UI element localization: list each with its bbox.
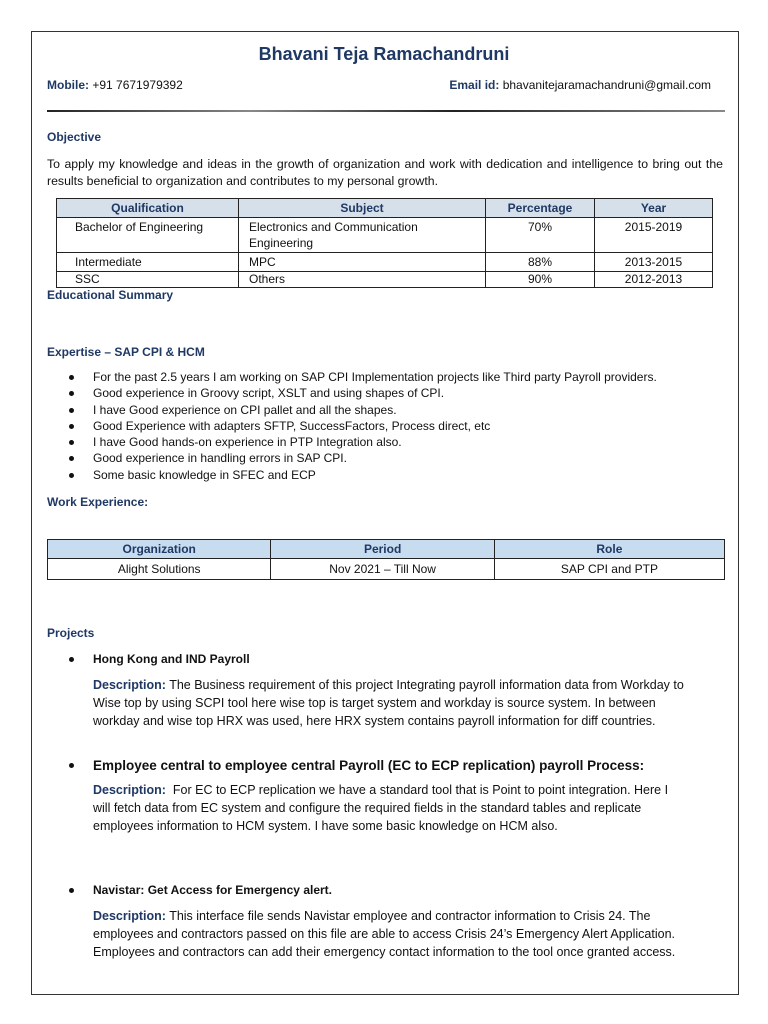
table-row	[57, 272, 713, 288]
project-description	[47, 907, 687, 961]
mobile-value: +91 7671979392	[92, 78, 183, 92]
cell: 90%	[486, 272, 595, 288]
education-table	[56, 198, 713, 288]
cell: Electronics and Communication Engineering	[239, 218, 486, 253]
objective-heading: Objective	[47, 130, 102, 144]
cell: SSC	[57, 272, 239, 288]
table-header	[57, 199, 713, 218]
project-description	[47, 781, 687, 835]
cell: Others	[239, 272, 486, 288]
col-header: Percentage	[486, 199, 595, 218]
col-header: Period	[271, 540, 494, 559]
list-item: Good experience in handling errors in SAP CPI.	[47, 450, 727, 466]
table-row	[57, 218, 713, 253]
col-header: Subject	[239, 199, 486, 218]
cell: 2013-2015	[595, 253, 713, 272]
table-row	[48, 559, 725, 580]
description-text: This interface file sends Navistar employee and contractor information to Crisis 24. The employees and contractors passed on this file are able to access Crisis 24’s Emergency Alert Application. Employees and contractors can add their emergency contact information to the tool once granted access.	[93, 909, 676, 959]
email-label: Email id:	[449, 78, 500, 92]
list-item: I have Good experience on CPI pallet and all the shapes.	[47, 402, 727, 418]
project-title: Navistar: Get Access for Emergency alert.	[47, 883, 687, 897]
project-title: Employee central to employee central Payroll (EC to ECP replication) payroll Process:	[47, 758, 687, 773]
email-value[interactable]: bhavanitejaramachandruni@gmail.com	[502, 78, 711, 92]
cell: 2012-2013	[595, 272, 713, 288]
col-header: Qualification	[57, 199, 239, 218]
objective-text: To apply my knowledge and ideas in the growth of organization and work with dedication and intelligence to bring out the results beneficial to organization and contributes to my personal growth.	[47, 157, 723, 188]
project-item	[47, 758, 687, 835]
expertise-heading: Expertise – SAP CPI & HCM	[47, 345, 205, 359]
list-item: Good Experience with adapters SFTP, SuccessFactors, Process direct, etc	[47, 418, 727, 434]
education-caption: Educational Summary	[47, 288, 174, 302]
cell: SAP CPI and PTP	[494, 559, 724, 580]
description-text: The Business requirement of this project Integrating payroll information data from Workday to Wise top by using SCPI tool here wise top is target system and workday is source system. In between workday and wise top HRX was used, here HRX system contains payroll information for diff countries.	[93, 678, 684, 728]
email	[449, 78, 711, 92]
list-item: Good experience in Groovy script, XSLT and using shapes of CPI.	[47, 385, 727, 401]
description-label: Description:	[93, 678, 166, 692]
cell: Alight Solutions	[48, 559, 271, 580]
list-item: Some basic knowledge in SFEC and ECP	[47, 467, 727, 483]
project-item	[47, 652, 687, 730]
description-label: Description:	[93, 909, 166, 923]
work-table	[47, 539, 725, 580]
project-title: Hong Kong and IND Payroll	[47, 652, 687, 666]
cell: Intermediate	[57, 253, 239, 272]
work-heading: Work Experience:	[47, 495, 149, 509]
col-header: Role	[494, 540, 724, 559]
col-header: Organization	[48, 540, 271, 559]
description-text: For EC to ECP replication we have a standard tool that is Point to point integration. Here I will fetch data from EC system and configure the required fields in the standard tables and replicate employees information to HCM system. I have some basic knowledge on HCM also.	[93, 783, 669, 833]
expertise-list	[47, 369, 727, 483]
cell: 88%	[486, 253, 595, 272]
cell: MPC	[239, 253, 486, 272]
list-item: For the past 2.5 years I am working on SAP CPI Implementation projects like Third party Payroll providers.	[47, 369, 727, 385]
mobile	[47, 78, 183, 92]
list-item: I have Good hands-on experience in PTP Integration also.	[47, 434, 727, 450]
mobile-label: Mobile:	[47, 78, 89, 92]
project-description	[47, 676, 687, 730]
cell: 2015-2019	[595, 218, 713, 253]
cell: Nov 2021 – Till Now	[271, 559, 494, 580]
candidate-name: Bhavani Teja Ramachandruni	[258, 44, 510, 64]
divider	[47, 110, 725, 112]
table-row	[57, 253, 713, 272]
col-header: Year	[595, 199, 713, 218]
table-header	[48, 540, 725, 559]
cell: Bachelor of Engineering	[57, 218, 239, 253]
projects-heading: Projects	[47, 626, 95, 640]
project-item	[47, 883, 687, 961]
cell: 70%	[486, 218, 595, 253]
description-label: Description:	[93, 783, 166, 797]
